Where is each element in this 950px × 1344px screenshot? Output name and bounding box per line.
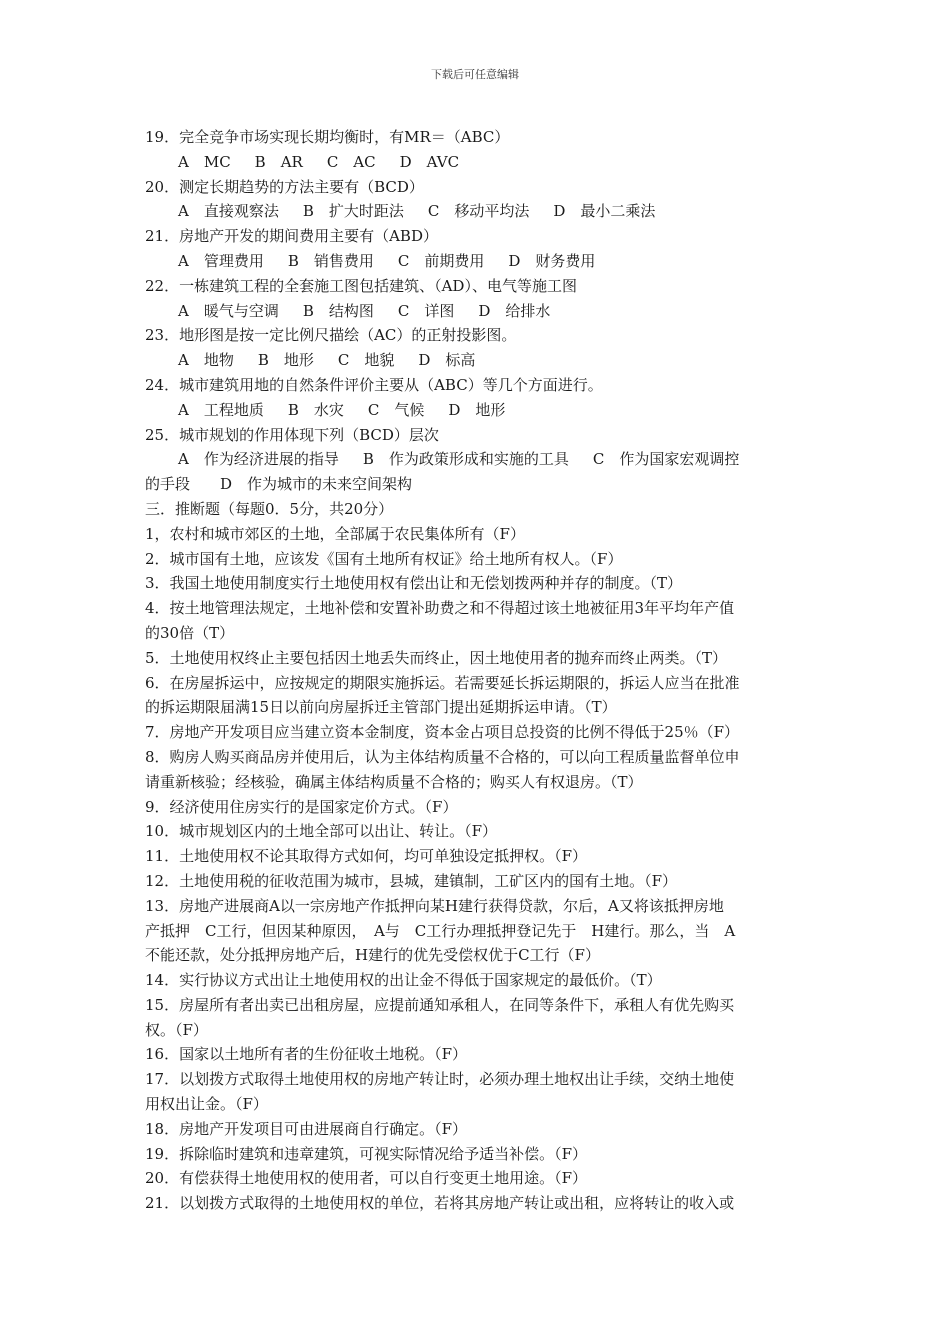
option-row xyxy=(145,348,810,373)
option-item: B AR xyxy=(254,152,303,171)
option-row xyxy=(145,199,810,224)
text-line: 18．房地产开发项目可由进展商自行确定。（F） xyxy=(145,1119,467,1138)
text-line: 20．测定长期趋势的方法主要有（BCD） xyxy=(145,177,424,196)
option-item: D AVC xyxy=(399,152,460,171)
option-item: C 移动平均法 xyxy=(427,202,530,221)
text-line: 7．房地产开发项目应当建立资本金制度，资本金占项目总投资的比例不得低于25％（F） xyxy=(145,723,740,742)
option-item: D 给排水 xyxy=(478,301,551,320)
option-item: B 结构图 xyxy=(302,301,374,320)
text-line: 产抵押 C工行，但因某种原因， A与 C工行办理抵押登记先于 H建行。那么，当 A xyxy=(145,921,736,940)
option-item: A 地物 xyxy=(178,351,234,370)
text-line: 23．地形图是按一定比例尺描绘（AC）的正射投影图。 xyxy=(145,326,517,345)
option-row xyxy=(145,150,810,175)
text-line: 的拆运期限届满15日以前向房屋拆迁主管部门提出延期拆运申请。（T） xyxy=(145,698,617,717)
text-line: 3．我国土地使用制度实行土地使用权有偿出让和无偿划拨两种并存的制度。（T） xyxy=(145,574,683,593)
text-line: 21．房地产开发的期间费用主要有（ABD） xyxy=(145,227,438,246)
option-row xyxy=(145,249,810,274)
text-line: 16．国家以土地所有者的生份征收土地税。（F） xyxy=(145,1045,467,1064)
text-line: 19．完全竞争市场实现长期均衡时，有MR＝（ABC） xyxy=(145,128,510,146)
option-row xyxy=(145,447,810,472)
option-row xyxy=(145,398,810,423)
option-item: D 标高 xyxy=(418,351,476,370)
text-line: 11．土地使用权不论其取得方式如何，均可单独设定抵押权。（F） xyxy=(145,847,587,866)
option-item: C 作为国家宏观调控 xyxy=(592,450,740,469)
text-line: 2．城市国有土地，应该发《国有土地所有权证》给土地所有权人。（F） xyxy=(145,549,623,568)
option-item: A 管理费用 xyxy=(178,251,264,270)
text-line: 的30倍（T） xyxy=(145,623,235,642)
option-item: D 最小二乘法 xyxy=(553,202,656,221)
text-line: 不能还款，处分抵押房地产后，H建行的优先受偿权优于C工行（F） xyxy=(145,946,600,965)
option-item: B 作为政策形成和实施的工具 xyxy=(362,450,569,469)
option-item: A 作为经济进展的指导 xyxy=(178,450,339,469)
option-item: D 财务费用 xyxy=(508,251,596,270)
text-line: 13．房地产进展商A以一宗房地产作抵押向某H建行获得贷款，尔后，A又将该抵押房地 xyxy=(145,896,724,915)
option-item: C 详图 xyxy=(397,301,455,320)
option-item: C 气候 xyxy=(367,400,425,419)
text-line: 21．以划拨方式取得的土地使用权的单位，若将其房地产转让或出租，应将转让的收入或 xyxy=(145,1194,735,1213)
text-line: 用权出让金。（F） xyxy=(145,1095,268,1114)
option-item: D 地形 xyxy=(448,400,506,419)
text-line: 请重新核验；经核验，确属主体结构质量不合格的；购买人有权退房。（T） xyxy=(145,772,643,791)
option-item: C 前期费用 xyxy=(397,251,485,270)
text-line: 22．一栋建筑工程的全套施工图包括建筑、（AD）、电气等施工图 xyxy=(145,276,577,295)
option-item: C AC xyxy=(326,152,376,171)
option-item: B 销售费用 xyxy=(287,251,374,270)
text-line: 权。（F） xyxy=(145,1020,208,1039)
text-line: 20．有偿获得土地使用权的使用者，可以自行变更土地用途。（F） xyxy=(145,1169,587,1188)
option-row xyxy=(145,299,810,324)
page-header: 下载后可任意编辑 xyxy=(431,68,519,81)
text-line: 14．实行协议方式出让土地使用权的出让金不得低于国家规定的最低价。（T） xyxy=(145,971,662,990)
text-line: 25．城市规划的作用体现下列（BCD）层次 xyxy=(145,425,439,444)
text-line: 6．在房屋拆运中，应按规定的期限实施拆运。若需要延长拆运期限的，拆运人应当在批准 xyxy=(145,673,740,692)
text-line: 5．土地使用权终止主要包括因土地丢失而终止，因土地使用者的抛弃而终止两类。（T） xyxy=(145,648,728,667)
text-line: 24．城市建筑用地的自然条件评价主要从（ABC）等几个方面进行。 xyxy=(145,375,603,394)
text-line: 1，农村和城市郊区的土地，全部属于农民集体所有（F） xyxy=(145,524,525,543)
text-line: 三．推断题（每题0．5分，共20分） xyxy=(145,499,394,518)
text-line: 8．购房人购买商品房并使用后，认为主体结构质量不合格的，可以向工程质量监督单位申 xyxy=(145,747,740,766)
option-item: C 地貌 xyxy=(337,351,395,370)
text-line: 19．拆除临时建筑和违章建筑，可视实际情况给予适当补偿。（F） xyxy=(145,1144,587,1163)
document-body xyxy=(145,125,810,1216)
option-item: B 地形 xyxy=(257,351,314,370)
text-line: 17．以划拨方式取得土地使用权的房地产转让时，必须办理土地权出让手续，交纳土地使 xyxy=(145,1070,735,1089)
text-line: 10．城市规划区内的土地全部可以出让、转让。（F） xyxy=(145,822,497,841)
option-item: A 暖气与空调 xyxy=(178,301,279,320)
text-line: 9．经济使用住房实行的是国家定价方式。（F） xyxy=(145,797,458,816)
option-item: A MC xyxy=(178,152,231,171)
text-line: 15．房屋所有者出卖已出租房屋，应提前通知承租人，在同等条件下，承租人有优先购买 xyxy=(145,995,735,1014)
option-item: B 扩大时距法 xyxy=(302,202,404,221)
option-item: A 工程地质 xyxy=(178,400,264,419)
option-item: A 直接观察法 xyxy=(178,202,279,221)
option-item: B 水灾 xyxy=(287,400,344,419)
text-line: 12．土地使用税的征收范围为城市，县城，建镇制，工矿区内的国有土地。（F） xyxy=(145,871,677,890)
text-line: 的手段 D 作为城市的未来空间架构 xyxy=(145,475,413,494)
text-line: 4．按土地管理法规定，土地补偿和安置补助费之和不得超过该土地被征用3年平均年产值 xyxy=(145,599,735,618)
